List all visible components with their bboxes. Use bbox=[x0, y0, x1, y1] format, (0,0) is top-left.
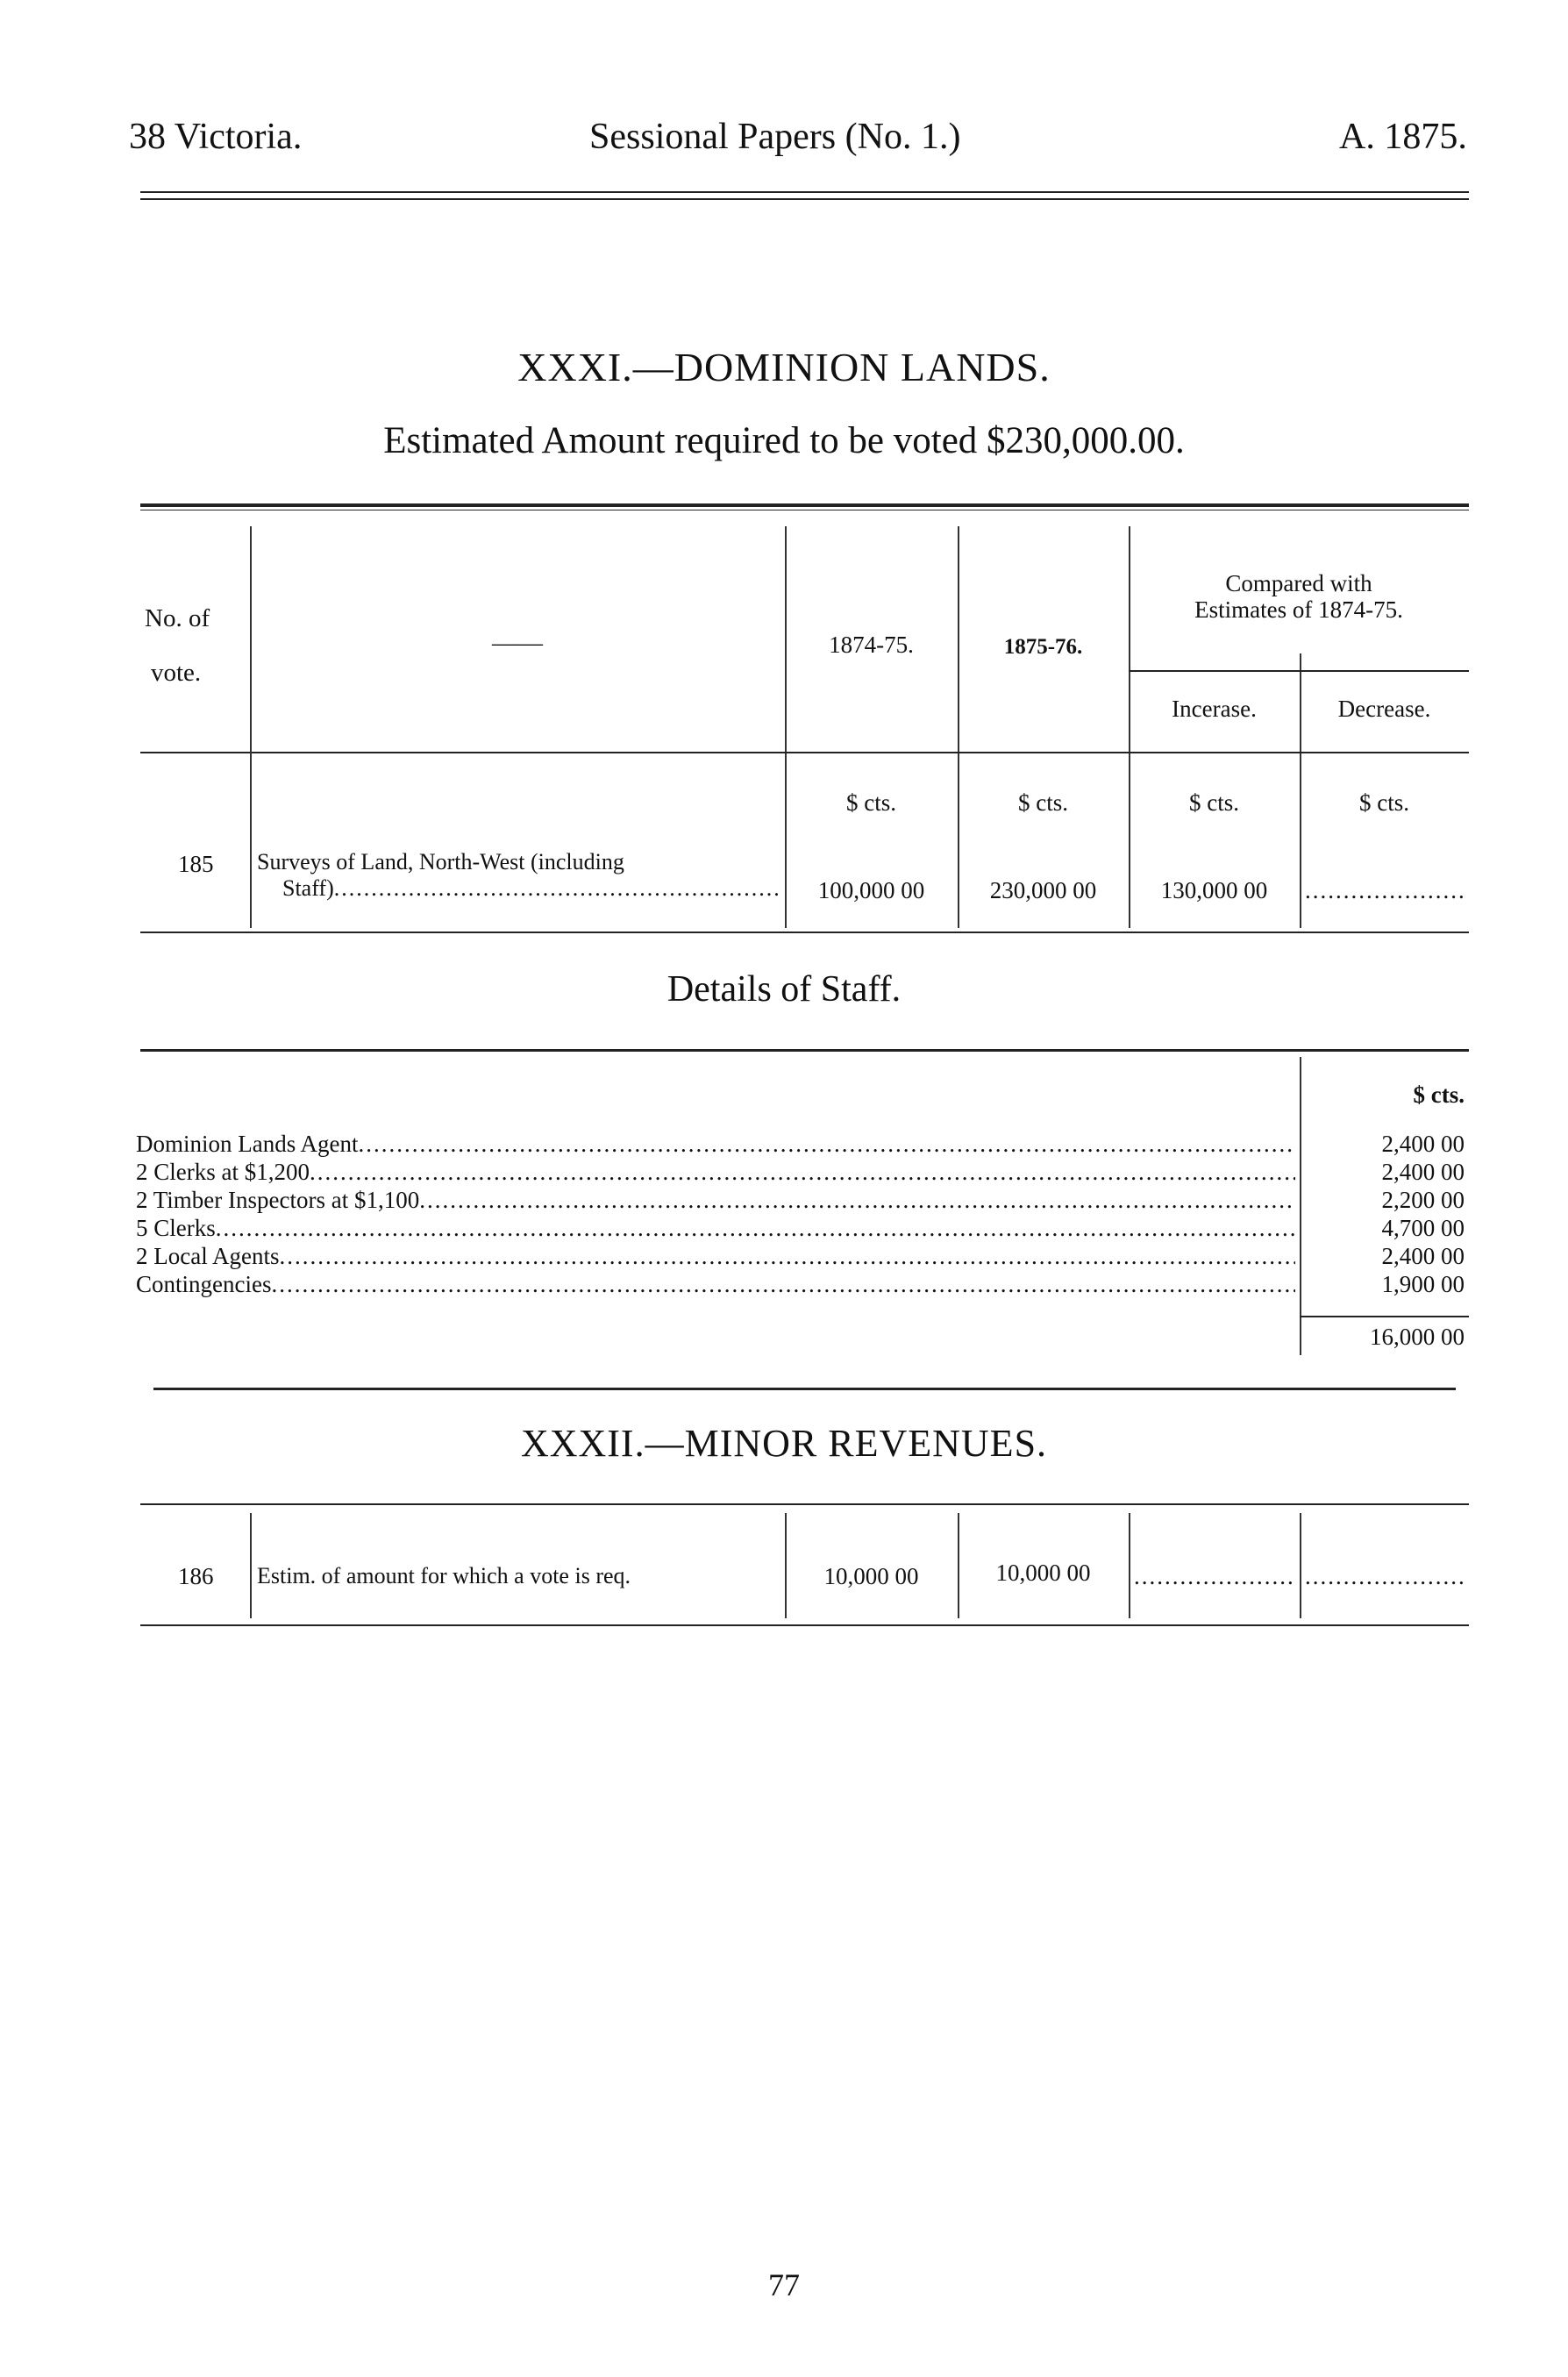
value-1874: 100,000 00 bbox=[817, 877, 925, 903]
table2-bottom-rule bbox=[140, 1624, 1469, 1626]
staff-label: 2 Clerks at $1,200 bbox=[136, 1159, 310, 1185]
col-divider bbox=[250, 526, 252, 928]
unit-label: $ cts. bbox=[1359, 789, 1409, 816]
row-description: Estim. of amount for which a vote is req. bbox=[257, 1563, 631, 1588]
table-bottom-rule bbox=[140, 932, 1469, 933]
staff-amount: 2,200 00 bbox=[1381, 1187, 1465, 1213]
col-header-compared: Estimates of 1874-75. bbox=[1194, 596, 1403, 623]
header-rule-bottom bbox=[140, 198, 1469, 200]
col-divider bbox=[250, 1513, 252, 1618]
header-right: A. 1875. bbox=[1339, 117, 1467, 157]
unit-label: $ cts. bbox=[846, 789, 896, 816]
col-divider bbox=[958, 526, 959, 928]
unit-label: $ cts. bbox=[1018, 789, 1068, 816]
header-bottom-rule bbox=[140, 752, 250, 753]
list-item bbox=[136, 1214, 1295, 1242]
staff-top-rule bbox=[140, 1049, 1469, 1052]
staff-label: Contingencies bbox=[136, 1271, 272, 1297]
staff-label: 2 Timber Inspectors at $1,100 bbox=[136, 1187, 420, 1213]
header-left: 38 Victoria. bbox=[129, 117, 303, 157]
col-header-vote: vote. bbox=[151, 659, 202, 687]
section-title: XXXI.—DOMINION LANDS. bbox=[517, 345, 1051, 389]
col-header-decrease: Decrease. bbox=[1337, 696, 1431, 722]
unit-label: $ cts. bbox=[1189, 789, 1239, 816]
value-increase: 130,000 00 bbox=[1160, 877, 1268, 903]
page-number: 77 bbox=[768, 2267, 800, 2302]
staff-amount: 2,400 00 bbox=[1381, 1159, 1465, 1185]
staff-title: Details of Staff. bbox=[666, 969, 902, 1010]
list-item bbox=[136, 1242, 1295, 1270]
dot-leader bbox=[216, 1214, 1295, 1242]
value-decrease bbox=[1305, 877, 1465, 903]
value-increase bbox=[1134, 1563, 1296, 1589]
row-description-end: Staff) bbox=[282, 875, 334, 901]
section-subtitle: Estimated Amount required to be voted $230,000.00. bbox=[383, 420, 1185, 461]
staff-total: 16,000 00 bbox=[1370, 1324, 1465, 1350]
row-description bbox=[282, 875, 782, 902]
total-rule bbox=[1300, 1316, 1469, 1317]
col-divider bbox=[785, 526, 787, 928]
header-center: Sessional Papers (No. 1.) bbox=[589, 117, 961, 157]
table-top-rule bbox=[140, 503, 1469, 507]
value-1875: 230,000 00 bbox=[989, 877, 1097, 903]
col-divider bbox=[1129, 1513, 1130, 1618]
table2-top-rule bbox=[140, 1503, 1469, 1505]
staff-amount: 2,400 00 bbox=[1381, 1131, 1465, 1157]
vote-number: 185 bbox=[178, 851, 214, 877]
col-header-increase: Incerase. bbox=[1172, 696, 1257, 722]
vote-number: 186 bbox=[178, 1563, 214, 1589]
staff-bottom-rule bbox=[153, 1388, 1456, 1390]
staff-unit: $ cts. bbox=[1413, 1081, 1465, 1108]
compared-rule bbox=[1129, 670, 1469, 672]
list-item bbox=[136, 1158, 1295, 1186]
dot-leader bbox=[358, 1130, 1295, 1158]
dot-leader bbox=[1134, 1563, 1296, 1589]
list-item bbox=[136, 1130, 1295, 1158]
col-divider bbox=[1300, 1513, 1301, 1618]
col-header-1874: 1874-75. bbox=[829, 632, 914, 658]
staff-label: 5 Clerks bbox=[136, 1215, 216, 1241]
col-header-compared: Compared with bbox=[1225, 570, 1372, 596]
dot-leader bbox=[271, 1270, 1295, 1298]
staff-label: Dominion Lands Agent bbox=[136, 1131, 359, 1157]
row-description: Surveys of Land, North-West (including bbox=[257, 849, 624, 874]
dot-leader bbox=[310, 1158, 1295, 1186]
dot-leader bbox=[279, 1242, 1295, 1270]
col-header-description: —— bbox=[492, 629, 543, 657]
value-1875: 10,000 00 bbox=[995, 1560, 1091, 1586]
col-header-1875: 1875-76. bbox=[1003, 635, 1083, 659]
col-header-vote: No. of bbox=[145, 604, 210, 632]
dot-leader bbox=[1305, 1563, 1465, 1589]
dot-leader bbox=[1305, 877, 1465, 903]
header-bottom-rule bbox=[252, 752, 1469, 753]
dot-leader bbox=[334, 875, 782, 902]
list-item bbox=[136, 1270, 1295, 1298]
staff-amount: 1,900 00 bbox=[1381, 1271, 1465, 1297]
staff-amount: 2,400 00 bbox=[1381, 1243, 1465, 1269]
list-item bbox=[136, 1186, 1295, 1214]
dot-leader bbox=[419, 1186, 1295, 1214]
staff-label: 2 Local Agents bbox=[136, 1243, 280, 1269]
section-title-2: XXXII.—MINOR REVENUES. bbox=[520, 1422, 1048, 1465]
value-decrease bbox=[1305, 1563, 1465, 1589]
staff-amount: 4,700 00 bbox=[1381, 1215, 1465, 1241]
value-1874: 10,000 00 bbox=[823, 1563, 919, 1589]
header-rule-top bbox=[140, 191, 1469, 193]
